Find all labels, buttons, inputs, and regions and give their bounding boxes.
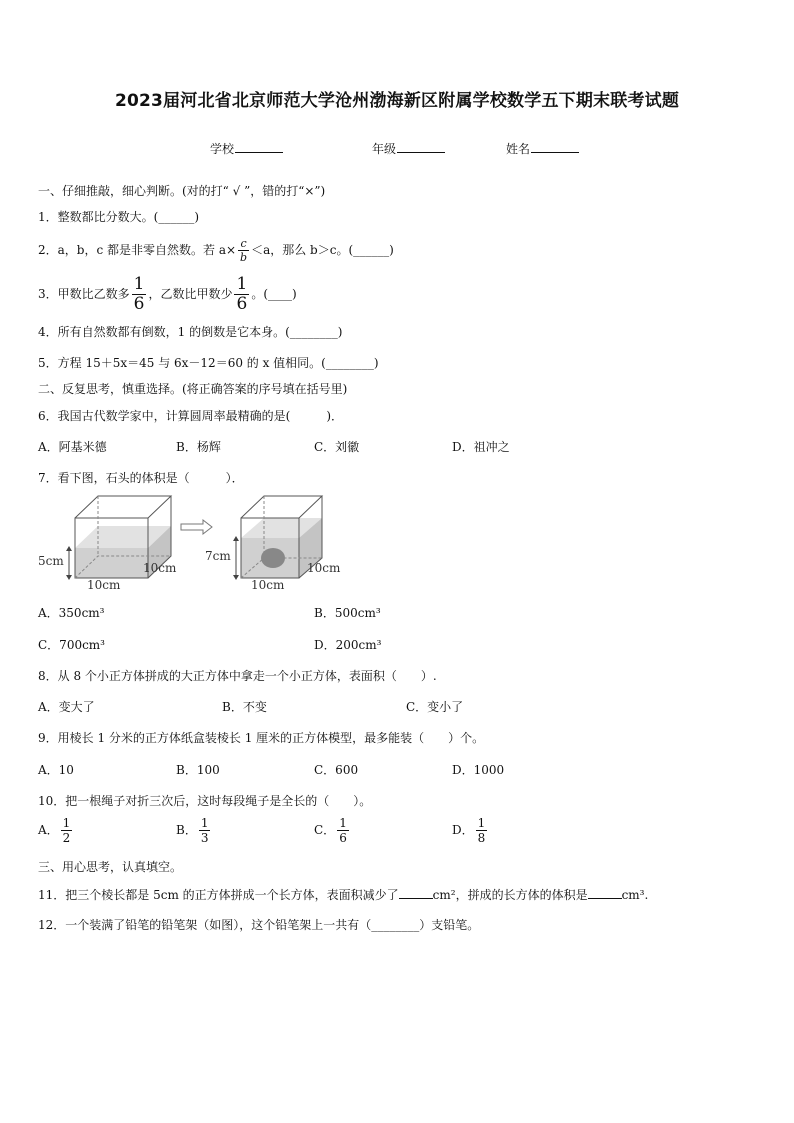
grade-field bbox=[372, 140, 445, 157]
q6-option-a[interactable]: A．阿基米德 bbox=[38, 440, 107, 454]
q10-a-fraction bbox=[61, 817, 73, 844]
q8-option-a[interactable]: A．变大了 bbox=[38, 700, 95, 714]
grade-label: 年级 bbox=[372, 142, 397, 156]
q1-text: 1．整数都比分数大。( bbox=[38, 210, 159, 224]
q8-option-b[interactable]: B．不变 bbox=[222, 700, 267, 714]
q10-d-num: 1 bbox=[477, 816, 486, 830]
section-2-heading: 二、反复思考，慎重选择。(将正确答案的序号填在括号里) bbox=[38, 382, 348, 396]
q10-c-label: C． bbox=[314, 823, 336, 837]
q6-option-c[interactable]: C．刘徽 bbox=[314, 440, 360, 454]
q3-fraction-1 bbox=[132, 276, 147, 313]
q2-end: ) bbox=[389, 243, 394, 257]
q10-b-num: 1 bbox=[200, 816, 209, 830]
q3-post: 。( bbox=[251, 287, 268, 301]
q12-text: 12．一个装满了铅笔的铅笔架（如图），这个铅笔架上一共有（ bbox=[38, 918, 372, 932]
q9-option-c[interactable]: C．600 bbox=[314, 763, 359, 777]
q2-num: c bbox=[240, 237, 247, 250]
q10-a-label: A． bbox=[38, 823, 59, 837]
q7-figure bbox=[35, 490, 365, 590]
question-7: 7．看下图，石头的体积是（ ）． bbox=[38, 471, 244, 485]
question-11 bbox=[38, 886, 648, 903]
q11-blank-2[interactable] bbox=[588, 886, 622, 899]
left-depth-label: 10cm bbox=[143, 561, 177, 575]
right-height-label: 7cm bbox=[205, 549, 231, 563]
q3-den2: 6 bbox=[236, 294, 248, 314]
question-6: 6．我国古代数学家中，计算圆周率最精确的是( )． bbox=[38, 409, 344, 423]
q6-option-d[interactable]: D．祖冲之 bbox=[452, 440, 510, 454]
grade-blank[interactable] bbox=[397, 140, 445, 153]
q11-blank-1[interactable] bbox=[399, 886, 433, 899]
q11-unit-1: cm² bbox=[432, 888, 456, 902]
q10-option-c[interactable] bbox=[314, 817, 351, 844]
section-3-heading: 三、用心思考，认真填空。 bbox=[38, 860, 183, 874]
q10-option-a[interactable] bbox=[38, 817, 74, 844]
q10-a-den: 2 bbox=[62, 831, 71, 845]
q10-a-num: 1 bbox=[62, 816, 71, 830]
question-3 bbox=[38, 276, 297, 313]
question-10: 10．把一根绳子对折三次后，这时每段绳子是全长的（ ）。 bbox=[38, 794, 372, 808]
school-blank[interactable] bbox=[235, 140, 283, 153]
q5-text: 5．方程 15＋5x＝45 与 6x－12＝60 的 x 值相同。( bbox=[38, 356, 326, 370]
q10-c-den: 6 bbox=[339, 831, 347, 845]
q5-blank[interactable]: ________ bbox=[325, 356, 374, 370]
q9-option-d[interactable]: D．1000 bbox=[452, 763, 505, 777]
q8-option-c[interactable]: C．变小了 bbox=[406, 700, 464, 714]
q4-text: 4．所有自然数都有倒数，1 的倒数是它本身。( bbox=[38, 325, 290, 339]
q10-d-fraction bbox=[476, 817, 488, 844]
q7-option-b[interactable]: B．500cm³ bbox=[314, 606, 381, 620]
name-blank[interactable] bbox=[531, 140, 579, 153]
q1-blank[interactable]: ______ bbox=[158, 210, 195, 224]
name-label: 姓名 bbox=[506, 142, 531, 156]
q3-den: 6 bbox=[133, 294, 145, 314]
stone bbox=[261, 548, 285, 568]
q6-option-b[interactable]: B．杨辉 bbox=[176, 440, 221, 454]
q1-end: ) bbox=[194, 210, 200, 224]
q12-end: ）支铅笔。 bbox=[419, 918, 480, 932]
q3-end: ) bbox=[292, 287, 297, 301]
q10-option-b[interactable] bbox=[176, 817, 212, 844]
question-12 bbox=[38, 916, 479, 933]
q11-pre: 11．把三个棱长都是 5cm 的正方体拼成一个长方体，表面积减少了 bbox=[38, 888, 399, 902]
section-1-heading: 一、仔细推敲，细心判断。(对的打“ √ ”，错的打“×”) bbox=[38, 184, 326, 198]
q10-b-fraction bbox=[199, 817, 211, 844]
q4-blank[interactable]: ________ bbox=[289, 325, 338, 339]
q3-num2: 1 bbox=[236, 274, 248, 294]
q9-option-b[interactable]: B．100 bbox=[176, 763, 220, 777]
q12-blank[interactable]: ________ bbox=[371, 918, 420, 932]
right-depth-label: 10cm bbox=[307, 561, 341, 575]
q7-option-a[interactable]: A．350cm³ bbox=[38, 606, 105, 620]
transition-arrow-icon bbox=[181, 520, 212, 534]
q10-c-num: 1 bbox=[339, 816, 347, 830]
q10-c-fraction bbox=[337, 817, 349, 844]
question-9: 9．用棱长 1 分米的正方体纸盒装棱长 1 厘米的正方体模型，最多能装（ ）个。 bbox=[38, 731, 485, 745]
q3-fraction-2 bbox=[234, 276, 249, 313]
school-label: 学校 bbox=[210, 142, 235, 156]
question-1 bbox=[38, 208, 199, 225]
left-width-label: 10cm bbox=[87, 578, 121, 590]
q2-pre: 2．a，b，c 都是非零自然数。若 a× bbox=[38, 243, 237, 257]
q9-option-a[interactable]: A．10 bbox=[38, 763, 74, 777]
right-width-label: 10cm bbox=[251, 578, 285, 590]
q3-mid: ，乙数比甲数少 bbox=[148, 287, 233, 301]
q2-blank[interactable]: ______ bbox=[353, 243, 390, 257]
q2-fraction bbox=[238, 238, 249, 263]
question-4 bbox=[38, 323, 342, 340]
q10-option-d[interactable] bbox=[452, 817, 489, 844]
q11-mid: ，拼成的长方体的体积是 bbox=[455, 888, 588, 902]
q10-b-label: B． bbox=[176, 823, 197, 837]
school-field bbox=[210, 140, 283, 157]
q2-den: b bbox=[240, 251, 248, 264]
question-2 bbox=[38, 238, 394, 263]
left-water-front bbox=[75, 548, 148, 578]
q10-b-den: 3 bbox=[200, 831, 209, 845]
q3-blank[interactable]: ____ bbox=[268, 287, 292, 301]
q7-option-c[interactable]: C．700cm³ bbox=[38, 638, 105, 652]
q4-end: ) bbox=[337, 325, 343, 339]
q7-option-d[interactable]: D．200cm³ bbox=[314, 638, 382, 652]
q10-d-label: D． bbox=[452, 823, 474, 837]
page-title: 2023届河北省北京师范大学沧州渤海新区附属学校数学五下期末联考试题 bbox=[114, 91, 680, 111]
q5-end: ) bbox=[373, 356, 379, 370]
q2-post: ＜a，那么 b＞c。( bbox=[251, 243, 354, 257]
q10-d-den: 8 bbox=[477, 831, 486, 845]
question-8: 8．从 8 个小正方体拼成的大正方体中拿走一个小正方体，表面积（ ）. bbox=[38, 669, 437, 683]
q3-pre: 3．甲数比乙数多 bbox=[38, 287, 130, 301]
q11-unit-2: cm³. bbox=[621, 888, 649, 902]
name-field bbox=[506, 140, 579, 157]
q3-num: 1 bbox=[133, 274, 145, 294]
left-height-label: 5cm bbox=[38, 554, 64, 568]
question-5 bbox=[38, 354, 379, 371]
